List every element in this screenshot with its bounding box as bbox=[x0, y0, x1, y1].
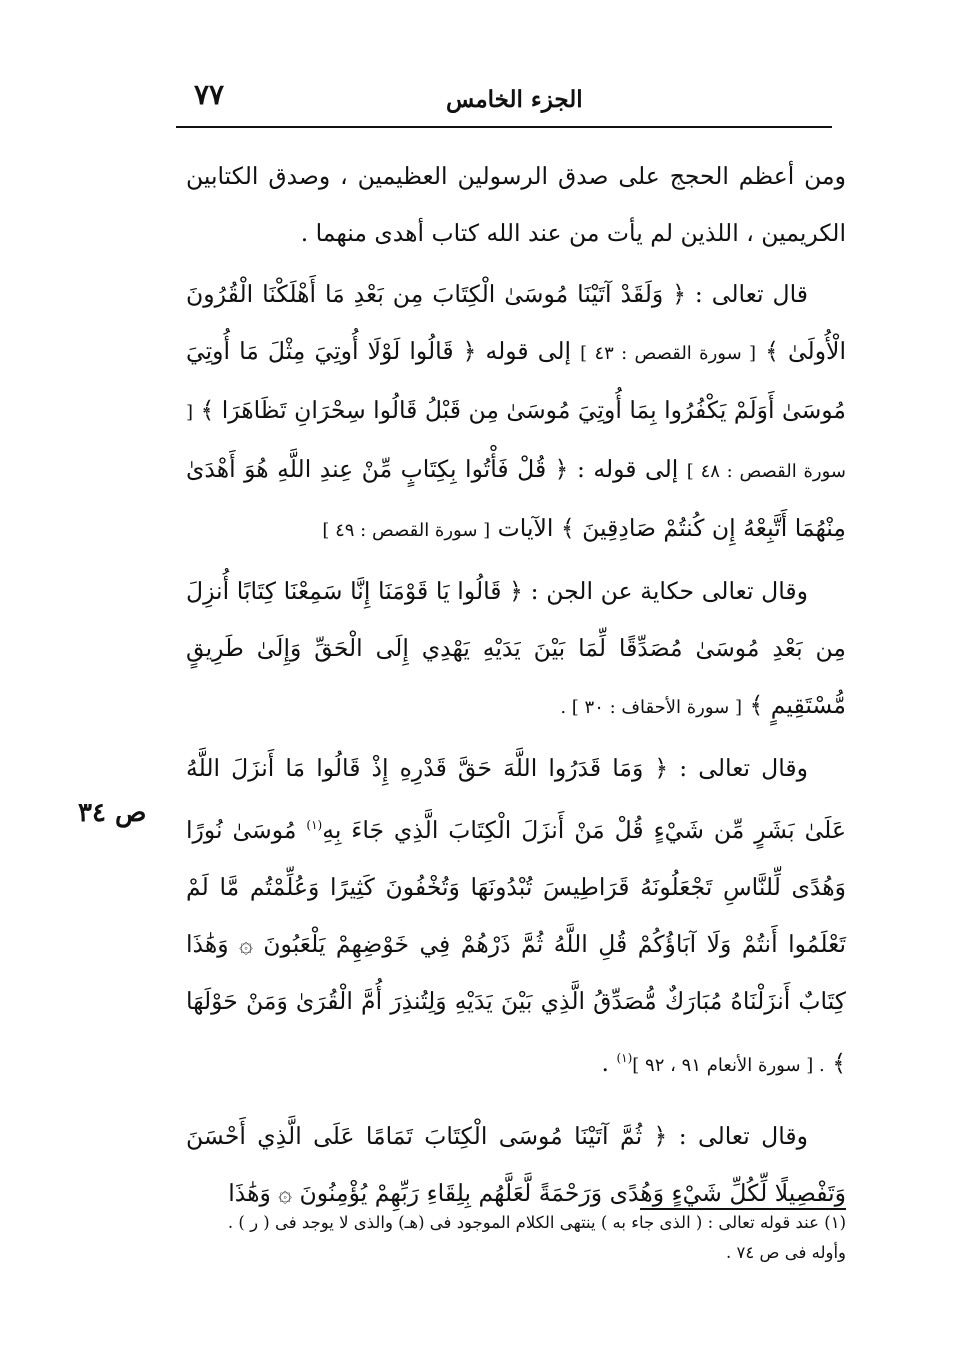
paragraph-text: ومن أعظم الحجج على صدق الرسولين العظيمين ، وصدق الكتابين الكريمين ، اللذين لم يأت من عند الله كتاب أهدى منهما . bbox=[186, 162, 846, 247]
running-title: الجزء الخامس bbox=[446, 86, 583, 113]
verse-reference: [ سورة القصص : ٤٣ ] bbox=[580, 343, 757, 364]
margin-page-reference: ص ٣٤ bbox=[78, 798, 147, 828]
page-header bbox=[176, 78, 832, 128]
footnote-line: (١) عند قوله تعالى : ( الذى جاء به ) ينتهى الكلام الموجود فى (هـ) والذى لا يوجد فى ( ر ) . bbox=[227, 1213, 846, 1232]
link-text: إلى قوله : bbox=[576, 455, 679, 483]
quran-verse: ﴿ وَلَقَدْ آتَيْنَا مُوسَىٰ الْكِتَابَ مِن بَعْدِ مَا أَهْلَكْنَا الْقُرُونَ الْأُولَىٰ ﴾ bbox=[186, 280, 846, 365]
quran-verse: ﴿ ثُمَّ آتَيْنَا مُوسَى الْكِتَابَ تَمَامًا عَلَى الَّذِي أَحْسَنَ وَتَفْصِيلًا لِّكُلِّ شَيْءٍ وَهُدًى وَرَحْمَةً لَّعَلَّهُم بِلِقَاءِ رَبِّهِمْ يُؤْمِنُونَ ۞ وَهَٰذَا bbox=[186, 1121, 846, 1207]
verse-reference: [ سورة القصص : ٤٨ ] bbox=[186, 402, 846, 482]
verse-reference: [ سورة الأحقاف : ٣٠ ] . bbox=[560, 697, 742, 718]
end-punctuation: . bbox=[601, 1048, 609, 1077]
verse-reference: [ سورة القصص : ٤٩ ] bbox=[322, 520, 491, 541]
paragraph-intro bbox=[186, 148, 846, 262]
quran-verse: ﴿ قُلْ فَأْتُوا بِكِتَابٍ مِّنْ عِندِ اللَّهِ هُوَ أَهْدَىٰ مِنْهُمَا أَتَّبِعْهُ إِن كُنتُمْ صَادِقِينَ ﴾ bbox=[186, 455, 846, 542]
paragraph-qasas bbox=[186, 266, 846, 559]
tail-text: الآيات bbox=[497, 514, 554, 542]
link-text: إلى قوله bbox=[485, 337, 572, 365]
main-text bbox=[186, 148, 846, 1222]
quran-verse: ﴿ قَالُوا لَوْلَا أُوتِيَ مِثْلَ مَا أُوتِيَ مُوسَىٰ أَوَلَمْ يَكْفُرُوا بِمَا أُوتِيَ مُوسَىٰ مِن قَبْلُ قَالُوا سِحْرَانِ تَظَاهَرَا ﴾ bbox=[186, 337, 846, 424]
intro-text: وقال تعالى : bbox=[678, 1121, 808, 1150]
intro-text: وقال تعالى حكاية عن الجن : bbox=[530, 577, 808, 605]
quran-verse: مُوسَىٰ نُورًا وَهُدًى لِّلنَّاسِ تَجْعَلُونَهُ قَرَاطِيسَ تُبْدُونَهَا وَتُخْفُونَ كَثِيرًا وَعُلِّمْتُم مَّا لَمْ تَعْلَمُوا أَنتُمْ وَلَا آبَاؤُكُمْ قُلِ اللَّهُ ثُمَّ ذَرْهُمْ فِي خَوْضِهِمْ يَلْعَبُونَ ۞ وَهَٰذَا كِتَابٌ أَنزَلْنَاهُ مُبَارَكٌ مُّصَدِّقُ الَّذِي بَيْنَ يَدَيْهِ وَلِتُنذِرَ أُمَّ الْقُرَىٰ وَمَنْ حَوْلَهَا ﴾ bbox=[186, 815, 846, 1077]
footnotes bbox=[186, 1208, 846, 1268]
paragraph-jinn bbox=[186, 563, 846, 736]
paragraph-anam bbox=[186, 740, 846, 1094]
intro-text: وقال تعالى : bbox=[679, 754, 808, 782]
quran-verse: ﴿ وَمَا قَدَرُوا اللَّهَ حَقَّ قَدْرِهِ إِذْ قَالُوا مَا أَنزَلَ اللَّهُ عَلَىٰ بَشَرٍ مِّن شَيْءٍ قُلْ مَنْ أَنزَلَ الْكِتَابَ الَّذِي جَاءَ بِهِ bbox=[186, 754, 846, 844]
footnote-line: وأوله فى ص ٧٤ . bbox=[726, 1243, 846, 1262]
footnote-marker: (١) bbox=[306, 818, 323, 832]
intro-text: قال تعالى : bbox=[694, 280, 808, 308]
page-number: ٧٧ bbox=[194, 78, 225, 111]
verse-reference: . [ سورة الأنعام ٩١ ، ٩٢ ] bbox=[632, 1054, 825, 1076]
quran-verse: ﴿ قَالُوا يَا قَوْمَنَا إِنَّا سَمِعْنَا كِتَابًا أُنزِلَ مِن بَعْدِ مُوسَىٰ مُصَدِّقًا لِّمَا بَيْنَ يَدَيْهِ يَهْدِي إِلَى الْحَقِّ وَإِلَىٰ طَرِيقٍ مُّسْتَقِيمٍ ﴾ bbox=[186, 577, 846, 719]
footnote-marker: (١) bbox=[616, 1050, 633, 1065]
paragraph-anam-154 bbox=[186, 1108, 846, 1222]
